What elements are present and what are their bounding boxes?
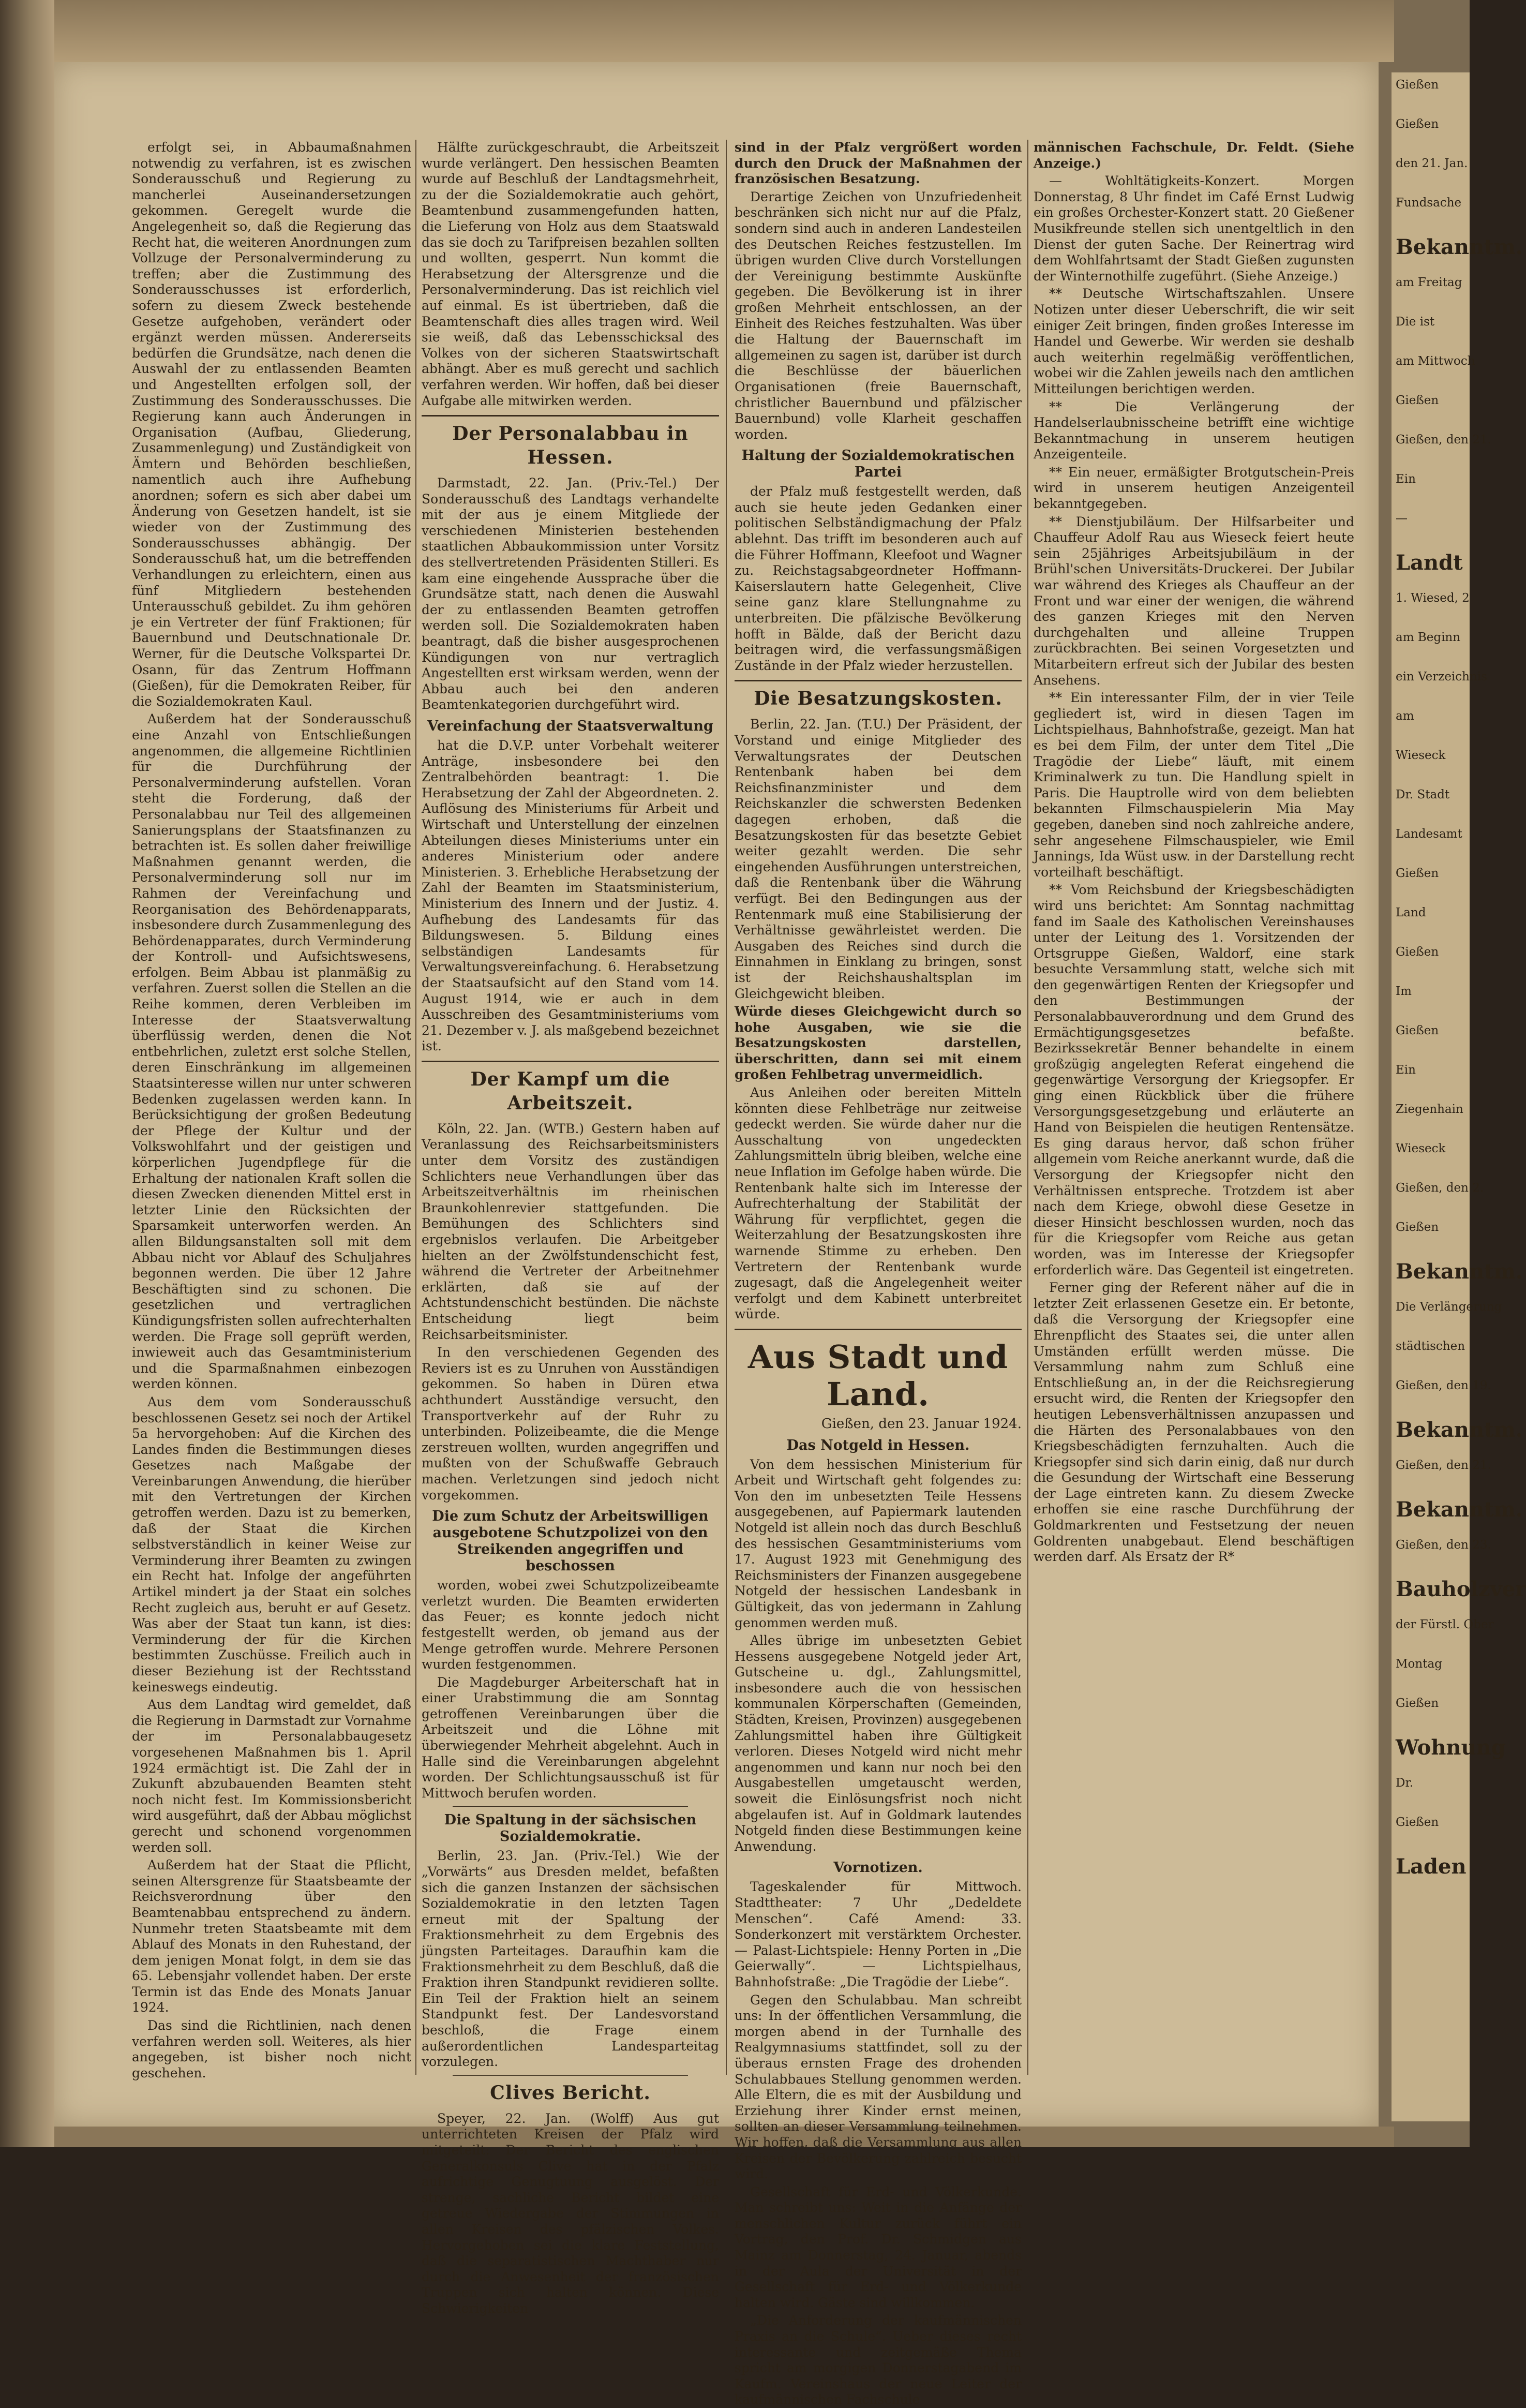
headline-vornotizen: Vornotizen.	[833, 1860, 923, 1876]
column-3	[735, 140, 1022, 2407]
article-paragraph: erfolgt sei, in Abbaumaßnahmen notwendig zu verfahren, ist es zwischen Sonderausschuß und Regierung zu mancherlei Auseinandersetzungen gekommen. Geregelt wurde die Angelegenheit so, daß die Regierung das Recht hat, die weiteren Anordnungen zum Vollzuge der Personalverminderung zu treffen; aber die Zustimmung des Sonderausschusses ist erforderlich, sofern zu diesem Zweck bestehende Gesetze aufgehoben, verändert oder ergänzt werden müssen. Andererseits bedürfen die Grundsätze, nach denen die Auswahl der zu entlassenden Beamten und Angestellten erfolgen soll, der Zustimmung des Sonderausschusses. Die Regierung kann auch Änderungen in Organisation (Aufbau, Gliederung, Zusammenlegung) und Zuständigkeit von Ämtern und Behörden beschließen, namentlich auch ihre Aufhebung anordnen; sofern es sich aber dabei um Änderung von Gesetzen handelt, ist sie wieder von der Zustimmung des Sonderausschusses abhängig. Der Sonderausschuß hat, um die betreffenden Verhandlungen zu erleichtern, einen aus fünf Mitgliedern bestehenden Unterausschuß gebildet. Zu ihm gehören je ein Vertreter der fünf Fraktionen; für Bauernbund und Deutschnationale Dr. Werner, für die Deutsche Volkspartei Dr. Osann, für das Zentrum Hoffmann (Gießen), für die Demokraten Reiber, für die Sozialdemokraten Kaul.	[132, 140, 411, 709]
headline-spaltung: Die Spaltung in der sächsischen Sozialdemokratie.	[444, 1812, 697, 1845]
article-paragraph: ** Vom Reichsbund der Kriegsbeschädigten wird uns berichtet: Am Sonntag nachmittag fand im Saale des Katholischen Vereinshauses unter der Leitung des 1. Vorsitzenden der Ortsgruppe Gießen, Waldorf, eine stark besuchte Versammlung statt, welche sich mit den gegenwärtigen Renten der Kriegsopfer und den Bestimmungen der Personalabbauverordnung und dem Grund des Ermächtigungsgesetzes befaßte. Bezirkssekretär Benner behandelte in einem großzügig angelegten Referat eingehend die gegenwärtige Versorgung der Kriegsopfer. Er ging einen Rückblick über die frühere Versorgungsgesetzgebung und erläuterte an Hand von Beispielen die heutigen Rentensätze. Es ging daraus hervor, daß schon früher allgemein vom Reiche anerkannt wurde, daß die Versorgung der Kriegsopfer nicht den Verhältnissen entspreche. Trotzdem ist aber nach dem Kriege, obwohl diese Gesetze in dieser Hinsicht beschlossen wurden, noch das für die Kriegsopfer vom Reiche aus getan worden, was im Interesse der Kriegsopfer erforderlich wäre. Das Gegenteil ist eingetreten.	[1034, 882, 1354, 1277]
article-paragraph: Gesellschaft für Erd- und Völkerkunde. Man schreibt uns: Weit in die Anfänge der menschlichen Kultur zurück führt ein Vortrag, den Prof. Dr. Schmidgen aus Mainz am Donnerstag, 24. Januar, abends in der Aula der Universität in der Gesellschaft für Erd- und Völkerkunde halten wird. Gäste sind willkommen.	[735, 2184, 1022, 2310]
article-paragraph: Ferner ging der Referent näher auf die in letzter Zeit erlassenen Gesetze ein. Er betonte, daß die Versorgung der Kriegsopfer eine Ehrenpflicht des Staates sei, die unter allen Umständen erfüllt werden müsse. Die Versammlung nahm zum Schluß eine Entschließung an, in der die Reichsregierung ersucht wird, die Renten der Kriegsopfer den heutigen Lebensverhältnissen anzupassen und die Härten des Personalabbaues von den Kriegsbeschädigten fernzuhalten. Auch die Kriegsopfer sind sich darin einig, daß nur durch die Gesundung der Wirtschaft eine Besserung der Lage eintreten kann. Zu diesem Zwecke erhoffen sie eine rasche Durchführung der Goldmarkrenten und Festsetzung der neuen Goldrenten unabgebaut. Elend beschäftigen werden darf. Als Ersatz der R*	[1034, 1280, 1354, 1565]
article-paragraph: Alles übrige im unbesetzten Gebiet Hessens ausgegebene Notgeld jeder Art, Gutscheine u. dgl., Zahlungsmittel, insbesondere auch die von hessischen kommunalen Körperschaften (Gemeinden, Städten, Kreisen, Provinzen) ausgegebenen Zahlungsmittel haben ihre Gültigkeit verloren. Dieses Notgeld wird nicht mehr angenommen und kann nur noch bei den Ausgabestellen umgetauscht werden, soweit die Einlösungsfrist noch nicht abgelaufen ist. Auf in Goldmark lautendes Notgeld finden diese Bestimmungen keine Anwendung.	[735, 1633, 1022, 1854]
column-rule	[415, 140, 416, 2075]
fragment-line: 1. Wiesed, 2	[1396, 591, 1470, 605]
fragment-line: Dr. Stadt	[1396, 788, 1450, 801]
article-paragraph: Die Magdeburger Arbeiterschaft hat in einer Urabstimmung die am Sonntag getroffenen Vereinbarungen über die Arbeitszeit und die Löhne mit überwiegender Mehrheit abgelehnt. Auch in Halle sind die Vereinbarungen abgelehnt worden. Der Schlichtungsausschuß ist für Mittwoch berufen worden.	[422, 1674, 719, 1801]
fragment-line: Bauholzver	[1396, 1577, 1526, 1601]
article-paragraph: der Pfalz muß festgestellt werden, daß auch sie heute jeden Gedanken einer politischen Selbständigmachung der Pfalz ablehnt. Das trifft im besonderen auch auf die Führer Hoffmann, Kleefoot und Wagner zu. Reichstagsabgeordneter Hoffmann-Kaiserslautern hatte Gelegenheit, Clive seine ganz klare Stellungnahme zu unterbreiten. Die pfälzische Bevölkerung hofft in Bälde, daß der Bericht dazu beitragen wird, die verfassungsmäßigen Zustände in der Pfalz wieder herzustellen.	[735, 484, 1022, 673]
fragment-line: Landesamt	[1396, 827, 1462, 841]
headline-besatzungskosten: Die Besatzungskosten.	[754, 688, 1003, 710]
fragment-line: Gießen, den 2.	[1396, 1181, 1484, 1195]
column-rule	[1027, 140, 1028, 2075]
article-paragraph: Aus Anleihen oder bereiten Mitteln könnten diese Fehlbeträge nur zeitweise gedeckt werden. Sie würde daher nur die Ausschaltung von ungedeckten Zahlungsmitteln übrig bleiben, welche eine neue Inflation im Gefolge haben würde. Die Rentenbank halte sich im Interesse der Aufrechterhaltung der Stabilität der Währung für verpflichtet, gegen die Weiterzahlung der Besatzungskosten ihre warnende Stimme zu erheben. Den Vertretern der Rentenbank wurde zugesagt, daß die Angelegenheit weiter verfolgt und dem Kabinett unterbreitet würde.	[735, 1085, 1022, 1322]
fragment-line: Landt	[1396, 551, 1463, 575]
fragment-line: Gießen	[1396, 117, 1439, 131]
fragment-line: Ziegenhain	[1396, 1103, 1463, 1116]
fragment-line: Gießen	[1396, 867, 1439, 880]
article-paragraph: Darmstadt, 22. Jan. (Priv.-Tel.) Der Sonderausschuß des Landtags verhandelte mit der aus je einem Mitgliede der verschiedenen Ministerien bestehenden staatlichen Abbaukommission unter Vorsitz des stellvertretenden Präsidenten Stilleri. Es kam eine eingehende Aussprache über die Grundsätze statt, nach denen die Auswahl der zu entlassenden Beamten getroffen werden soll. Die Sozialdemokraten haben beantragt, daß die bisher ausgesprochenen Kündigungen von nur vertraglich Angestellten erst wirksam werden, wenn der Abbau auch bei den anderen Beamtenkategorien durchgeführt wird.	[422, 475, 719, 712]
fragment-line: Im	[1396, 985, 1412, 998]
article-paragraph: ** Ein neuer, ermäßigter Brotgutschein-Preis wird in unserem heutigen Anzeigenteil bekanntgegeben.	[1034, 464, 1354, 512]
article-paragraph: ** Die Verlängerung der Handelserlaubnisscheine betrifft eine wichtige Bekanntmachung in unserem heutigen Anzeigenteile.	[1034, 399, 1354, 462]
article-paragraph: Berlin, 22. Jan. (T.U.) Der Präsident, der Vorstand und einige Mitglieder des Verwaltungsrates der Deutschen Rentenbank haben bei dem Reichsfinanzminister und dem Reichskanzler die schwersten Bedenken dagegen erhoben, daß die Besatzungskosten für das besetzte Gebiet weiter gezahlt werden. Die sehr eingehenden Ausführungen unterstreichen, daß die Rentenbank über die Währung verfügt. Bei den Bedingungen aus der Rentenmark muß eine Stabilisierung der Verhältnisse gewährleistet werden. Die Ausgaben des Reiches sind durch die Einnahmen in Einklang zu bringen, sonst ist der Reichshaushaltsplan im Gleichgewicht bleiben.	[735, 717, 1022, 1001]
divider	[453, 2075, 688, 2076]
fragment-line: am Mittwoch	[1396, 354, 1475, 368]
fragment-line: Gießen	[1396, 1697, 1439, 1710]
section-rule	[422, 1061, 719, 1062]
fragment-line: Dr.	[1396, 1776, 1414, 1790]
fragment-line: Die ist	[1396, 315, 1435, 329]
fragment-line: Gießen, den 19.	[1396, 1379, 1491, 1392]
article-paragraph: Aus dem Landtag wird gemeldet, daß die Regierung in Darmstadt zur Vornahme der im Personalabbaugesetz vorgesehenen Maßnahmen bis 1. April 1924 ermächtigt ist. Die Zahl der in Zukunft abzubauenden Beamten steht noch nicht fest. Im Kommissionsbericht wird ausgeführt, daß der Abbau möglichst gerecht und schonend vorgenommen werden soll.	[132, 1697, 411, 1855]
section-rule	[422, 415, 719, 417]
fragment-line: am	[1396, 709, 1414, 723]
bottom-edge	[54, 2127, 1394, 2147]
fragment-line: Ein	[1396, 472, 1416, 486]
fragment-line: Gießen	[1396, 1816, 1439, 1829]
article-lead: sind in der Pfalz vergrößert worden durch den Druck der Maßnahmen der französischen Besatzung.	[735, 140, 1022, 187]
subheadline: Haltung der Sozialdemokratischen Partei	[741, 448, 1015, 481]
article-lead: männischen Fachschule, Dr. Feldt. (Siehe Anzeige.)	[1034, 140, 1354, 171]
fragment-line: Die Verlängerung	[1396, 1300, 1502, 1314]
headline-personalabbau: Der Personalabbau in Hessen.	[452, 423, 689, 469]
article-paragraph: hat die D.V.P. unter Vorbehalt weiterer Anträge, insbesondere bei den Zentralbehörden beantragt: 1. Die Herabsetzung der Zahl der Abgeordneten. 2. Auflösung des Ministeriums für Arbeit und Wirtschaft und Unterstellung der einzelnen Abteilungen dieses Ministeriums unter ein anderes Ministerium oder andere Ministerien. 3. Erhebliche Herabsetzung der Zahl der Beamten im Staatsministerium, Ministerium des Innern und der Justiz. 4. Aufhebung des Landesamts für das Bildungswesen. 5. Bildung eines selbständigen Landesamts für Verwaltungsvereinfachung. 6. Herabsetzung der Staatsaufsicht auf den Stand vom 14. August 1914, wie er auch in dem Ausschreiben des Gesamtministeriums vom 21. Dezember v. J. als maßgebend bezeichnet ist.	[422, 738, 719, 1054]
column-4	[1034, 140, 1354, 2101]
article-paragraph: Köln, 22. Jan. (WTB.) Gestern haben auf Veranlassung des Reichsarbeitsministers unter dem Vorsitz des zuständigen Schlichters neue Verhandlungen über das Arbeitszeitverhältnis im rheinischen Braunkohlenrevier stattgefunden. Die Bemühungen des Schlichters sind ergebnislos verlaufen. Die Arbeitgeber hielten an der Zwölfstundenschicht fest, während die Vertreter der Arbeitnehmer erklärten, daß sie auf der Achtstundenschicht bestünden. Die nächste Entscheidung liegt beim Reichsarbeitsminister.	[422, 1121, 719, 1342]
section-title-aus-stadt-und-land: Aus Stadt und Land.	[747, 1337, 1009, 1413]
headline-arbeitszeit: Der Kampf um die Arbeitszeit.	[470, 1068, 670, 1114]
article-paragraph: Tageskalender für Mittwoch. Stadttheater: 7 Uhr „Dedeldete Menschen“. Café Amend: 33. Sonderkonzert mit verstärktem Orchester. — Palast-Lichtspiele: Henny Porten in „Die Geierwally“. — Lichtspielhaus, Bahnhofstraße: „Die Tragödie der Liebe“.	[735, 1879, 1022, 1989]
column-2	[422, 140, 719, 2316]
top-edge	[54, 0, 1394, 62]
headline-notgeld: Das Notgeld in Hessen.	[786, 1437, 970, 1453]
adjacent-page-text	[1396, 78, 1526, 1895]
fragment-line: Gießen	[1396, 78, 1439, 92]
article-paragraph: Gegen den Schulabbau. Man schreibt uns: In der öffentlichen Versammlung, die morgen abend in der Turnhalle des Realgymnasiums stattfindet, soll zu der überaus ernsten Frage des drohenden Schulabbaues Stellung genommen werden. Alle Eltern, die es mit der Ausbildung und Erziehung ihrer Kinder ernst meinen, sollten an dieser Versammlung teilnehmen. Wir hoffen, daß die Versammlung aus allen Kreisen der Bevölkerung zahlreich besucht wird.	[735, 1992, 1022, 2182]
fragment-line: Land	[1396, 906, 1426, 919]
fragment-line: Wieseck	[1396, 749, 1446, 762]
fragment-line: —	[1396, 512, 1408, 525]
fragment-line: Bekanntm.	[1396, 1259, 1523, 1284]
fragment-line: Gießen	[1396, 1221, 1439, 1234]
subheadline: Vereinfachung der Staatsverwaltung	[427, 718, 713, 734]
fragment-line: Bekanntm.	[1396, 1418, 1523, 1442]
fragment-line: Montag	[1396, 1657, 1442, 1671]
article-paragraph: Von dem hessischen Ministerium für Arbeit und Wirtschaft geht folgendes zu: Von den im unbesetzten Teile Hessens ausgegebenen, auf Papiermark lautenden Notgeld ist allein noch das durch Beschluß des hessischen Gesamtministeriums vom 17. August 1923 mit Genehmigung des Reichsministers der Finanzen ausgegebene Notgeld der hessischen Landesbank in Gültigkeit, das von jedermann in Zahlung genommen werden muß.	[735, 1456, 1022, 1630]
headline-clives-bericht: Clives Bericht.	[490, 2082, 651, 2104]
article-paragraph: Hälfte zurückgeschraubt, die Arbeitszeit wurde verlängert. Den hessischen Beamten wurde auf Beschluß der Landtagsmehrheit, zu der die Sozialdemokratie auch gehört, Beamtenbund zusammengefunden hatten, die Lieferung von Holz aus dem Staatswald das sie doch zu Tarifpreisen bezahlen sollten und wollten, gesperrt. Nun kommt die Herabsetzung der Altersgrenze und die Personalverminderung. Das ist reichlich viel auf einmal. Es ist übertrieben, daß die Beamtenschaft dies alles tragen wird. Weil sie weiß, daß das Lebensschicksal des Volkes von der sicheren Staatswirtschaft abhängt. Aber es muß gerecht und sachlich verfahren werden. Wir hoffen, daß bei dieser Aufgabe alle mitwirken werden.	[422, 140, 719, 408]
divider	[453, 1806, 688, 1807]
column-1	[132, 140, 411, 2101]
article-paragraph: worden, wobei zwei Schutzpolizeibeamte verletzt wurden. Die Beamten erwiderten das Feuer; es konnte jedoch nicht festgestellt werden, ob jemand aus der Menge getroffen wurde. Mehrere Personen wurden festgenommen.	[422, 1578, 719, 1672]
fragment-line: Gießen	[1396, 394, 1439, 407]
fragment-line: ein Verzeichnis	[1396, 670, 1487, 683]
section-rule	[735, 680, 1022, 681]
article-paragraph: ** Dienstjubiläum. Der Hilfsarbeiter und Chauffeur Adolf Rau aus Wieseck feiert heute sein 25jähriges Arbeitsjubiläum in der Brühl'schen Universitäts-Druckerei. Der Jubilar war während des Krieges als Chauffeur an der Front und war einer der wenigen, die während des ganzen Krieges mit den Nerven durchgehalten und alleine Truppen zurückbrachten. Bei seinen Vorgesetzten und Mitarbeitern erfreut sich der Jubilar des besten Ansehens.	[1034, 514, 1354, 688]
fragment-line: am Freitag	[1396, 276, 1462, 289]
article-paragraph: ** Deutsche Wirtschaftszahlen. Unsere Notizen unter dieser Ueberschrift, die wir seit einiger Zeit bringen, finden großes Interesse im Handel und Gewerbe. Wir werden sie deshalb auch weiterhin regelmäßig veröffentlichen, wobei wir die Zahlen jeweils nach den amtlichen Mitteilungen berichtigen werden.	[1034, 286, 1354, 396]
article-paragraph: Derartige Zeichen von Unzufriedenheit beschränken sich nicht nur auf die Pfalz, sondern sind auch in anderen Landesteilen des Deutschen Reiches festzustellen. Im übrigen wurden Clive durch Vorstellungen der Vereinigung bestimmte Auskünfte gegeben. Die Bevölkerung ist in ihrer großen Mehrheit entschlossen, an der Einheit des Reiches festzuhalten. Was über die Haltung der Bauernschaft im allgemeinen zu sagen ist, darüber ist durch die Beschlüsse der bäuerlichen Organisationen (freie Bauernschaft, christlicher Bauernbund und pfälzischer Bauernbund) volle Klarheit geschaffen worden.	[735, 189, 1022, 442]
fragment-line: Gießen	[1396, 945, 1439, 959]
fragment-line: Wohnung	[1396, 1735, 1506, 1760]
article-paragraph: „Die Anforderung der kaufmännischen Praxis an die Schule“. Ueber dieses recht interessante und zeitgemäße Thema spricht am morgigen Donnerstagabend im Kaufm. Vereinshaus der neue Leiter der kaufmännischen Fachschule	[735, 2313, 1022, 2407]
page-binding	[0, 0, 54, 2147]
article-paragraph: ** Ein interessanter Film, der in vier Teile gegliedert ist, wird in diesen Tagen im Lichtspielhaus, Bahnhofstraße, gezeigt. Man hat es bei dem Film, der unter dem Titel „Die Tragödie der Liebe“ läuft, mit einem Kriminalwerk zu tun. Die Handlung spielt in Paris. Die Hauptrolle wird von dem beliebten bekannten Filmschauspielerin Mia May gegeben, daneben sind noch zahlreiche andere, sehr angesehene Filmschauspieler, wie Emil Jannings, Ida Wüst usw. in der Darstellung recht vorteilhaft beschäftigt.	[1034, 690, 1354, 880]
article-paragraph: Aus dem vom Sonderausschuß beschlossenen Gesetz sei noch der Artikel 5a hervorgehoben: Auf die Kirchen des Landes finden die Bestimmungen dieses Gesetzes nach Maßgabe der Vereinbarungen Anwendung, die hierüber mit den Vertretungen der Kirchen getroffen werden. Dazu ist zu bemerken, daß der Staat die Kirchen selbstverständlich in keiner Weise zur Verminderung ihrer Beamten zu zwingen ein Recht hat. Infolge der angeführten Artikel mindert ja der Staat ein solches Recht zugleich aus, beruht er auf Gesetz. Was aber der Staat tun kann, ist dies: Verminderung der für die Kirchen bestimmten Zuschüsse. Freilich auch in dieser Beziehung ist der Rechtsstand keineswegs eindeutig.	[132, 1394, 411, 1694]
article-paragraph: Speyer, 22. Jan. (Wolff) Aus gut unterrichteten Kreisen der Pfalz wird mitgeteilt: Der Bericht des englischen Generalkonsuls Clive hat in der Pfalz aufrichtige Genugtuung ausgelöst. Der strenge, sachliche Bericht bildet eine getreue Wiedergabe der Stimmungen in allen Kreisen des pfälzischen Volkes. Hervorgehoben sei die klare Feststellung, daß die separatistischen Machthaber nur durch die Anwesenheit der französischen Truppen sich halten können. Diese Schwierigkeiten	[422, 2110, 719, 2316]
fragment-line: städtischen	[1396, 1340, 1465, 1353]
fragment-line: Wieseck	[1396, 1142, 1446, 1155]
fragment-line: der Fürstl. Ober	[1396, 1618, 1494, 1631]
fragment-line: am Beginn	[1396, 631, 1461, 644]
fragment-line: Gießen, den 21.	[1396, 433, 1491, 447]
fragment-line: Bekanntm.	[1396, 235, 1523, 259]
section-rule	[735, 1329, 1022, 1330]
article-paragraph-bold: Würde dieses Gleichgewicht durch so hohe Ausgaben, wie sie die Besatzungskosten darstellen, überschritten, dann sei mit einem großen Fehlbetrag unvermeidlich.	[735, 1004, 1022, 1082]
article-paragraph: Berlin, 23. Jan. (Priv.-Tel.) Wie der „Vorwärts“ aus Dresden meldet, befaßten sich die ganzen Instanzen der sächsischen Sozialdemokratie in den letzten Tagen erneut mit der Spaltung der Fraktionsmehrheit zu dem Ergebnis des jüngsten Parteitages. Daraufhin kam die Fraktionsmehrheit zu dem Beschluß, daß die Fraktion ihren Standpunkt revidieren sollte. Ein Teil der Fraktion hielt an seinem Standpunkt fest. Der Landesvorstand beschloß, die Frage einem außerordentlichen Landesparteitag vorzulegen.	[422, 1848, 719, 2070]
fragment-line: den 21. Jan.	[1396, 157, 1468, 170]
column-rule	[726, 140, 727, 2075]
subheadline: Die zum Schutz der Arbeitswilligen ausgebotene Schutzpolizei von den Streikenden angegriffen und beschossen	[432, 1508, 709, 1574]
fragment-line: Fundsache	[1396, 196, 1462, 210]
article-paragraph: Außerdem hat der Sonderausschuß eine Anzahl von Entschließungen angenommen, die allgemeine Richtlinien für die Durchführung der Personalverminderung aufstellen. Voran steht die Forderung, daß der Personalabbau nur Teil des allgemeinen Sanierungsplans der Staatsfinanzen zu betrachten ist. Es sollen daher freiwillige Maßnahmen genannt werden, die Personalverminderung soll nur im Rahmen der Vereinfachung und Reorganisation des Behördenapparats, insbesondere durch Zusammenlegung des Behördenapparates, durch Verminderung der Kontroll- und Aufsichtswesens, erfolgen. Beim Abbau ist planmäßig zu verfahren. Zuerst sollen die Stellen an die Reihe kommen, deren Verbleiben im Interesse der Staatsverwaltung überflüssig werden, denen die Not entbehrlichen, zuletzt erst solche Stellen, deren Einschränkung im allgemeinen Staatsinteresse willen nur unter schweren Bedenken zugelassen werden kann. In Berücksichtigung der großen Bedeutung der Pflege der Kultur und der Volkswohlfahrt und der geistigen und körperlichen Jugendpflege für die Erhaltung der nationalen Kraft sollen die diesen Zwecken dienenden Mittel erst in letzter Linie den Rücksichten der Sparsamkeit unterworfen werden. An allen Bildungsanstalten soll mit dem Abbau nicht vor Ablauf des Schuljahres begonnen werden. Die über 12 Jahre Beschäftigten sind zu schonen. Die gesetzlichen und vertraglichen Kündigungsfristen sollen aufrechterhalten werden. Die Frage soll geprüft werden, inwieweit auch das Gesamtministerium und die Sparmaßnahmen einbezogen werden können.	[132, 711, 411, 1392]
fragment-line: Ein	[1396, 1063, 1416, 1077]
fragment-line: Bekanntm.	[1396, 1497, 1523, 1522]
fragment-line: Laden	[1396, 1854, 1467, 1879]
adjacent-page-fragment	[1392, 72, 1526, 2121]
fragment-line: Gießen, den 23.	[1396, 1538, 1491, 1552]
article-paragraph: Das sind die Richtlinien, nach denen verfahren werden soll. Weiteres, als hier angegeben, ist bisher noch nicht geschehen.	[132, 2018, 411, 2080]
fragment-line: Gießen	[1396, 1024, 1439, 1037]
dateline: Gießen, den 23. Januar 1924.	[821, 1416, 1022, 1432]
article-paragraph: Außerdem hat der Staat die Pflicht, seinen Altersgrenze für Staatsbeamte der Reichsverordnung über den Beamtenabbau entsprechend zu ändern. Nunmehr treten Staatsbeamte mit dem Ablauf des Monats in den Ruhestand, der dem jenigen Monat folgt, in dem sie das 65. Lebensjahr vollendet haben. Der erste Termin ist das Ende des Monats Januar 1924.	[132, 1857, 411, 2015]
article-paragraph: In den verschiedenen Gegenden des Reviers ist es zu Unruhen von Ausständigen gekommen. So haben in Düren etwa achthundert Ausständige versucht, den Transportverkehr auf der Ruhr zu unterbinden. Polizeibeamte, die die Menge zerstreuen wollten, wurden angegriffen und mußten von der Schußwaffe Gebrauch machen. Verletzungen sind jedoch nicht vorgekommen.	[422, 1345, 719, 1503]
fragment-line: Gießen, den 21.	[1396, 1459, 1491, 1472]
article-paragraph: — Wohltätigkeits-Konzert. Morgen Donnerstag, 8 Uhr findet im Café Ernst Ludwig ein großes Orchester-Konzert statt. 20 Gießener Musikfreunde stellen sich unentgeltlich in den Dienst der guten Sache. Der Reinertrag wird dem Wohlfahrtsamt der Stadt Gießen zugunsten der Winternothilfe zugeführt. (Siehe Anzeige.)	[1034, 173, 1354, 284]
